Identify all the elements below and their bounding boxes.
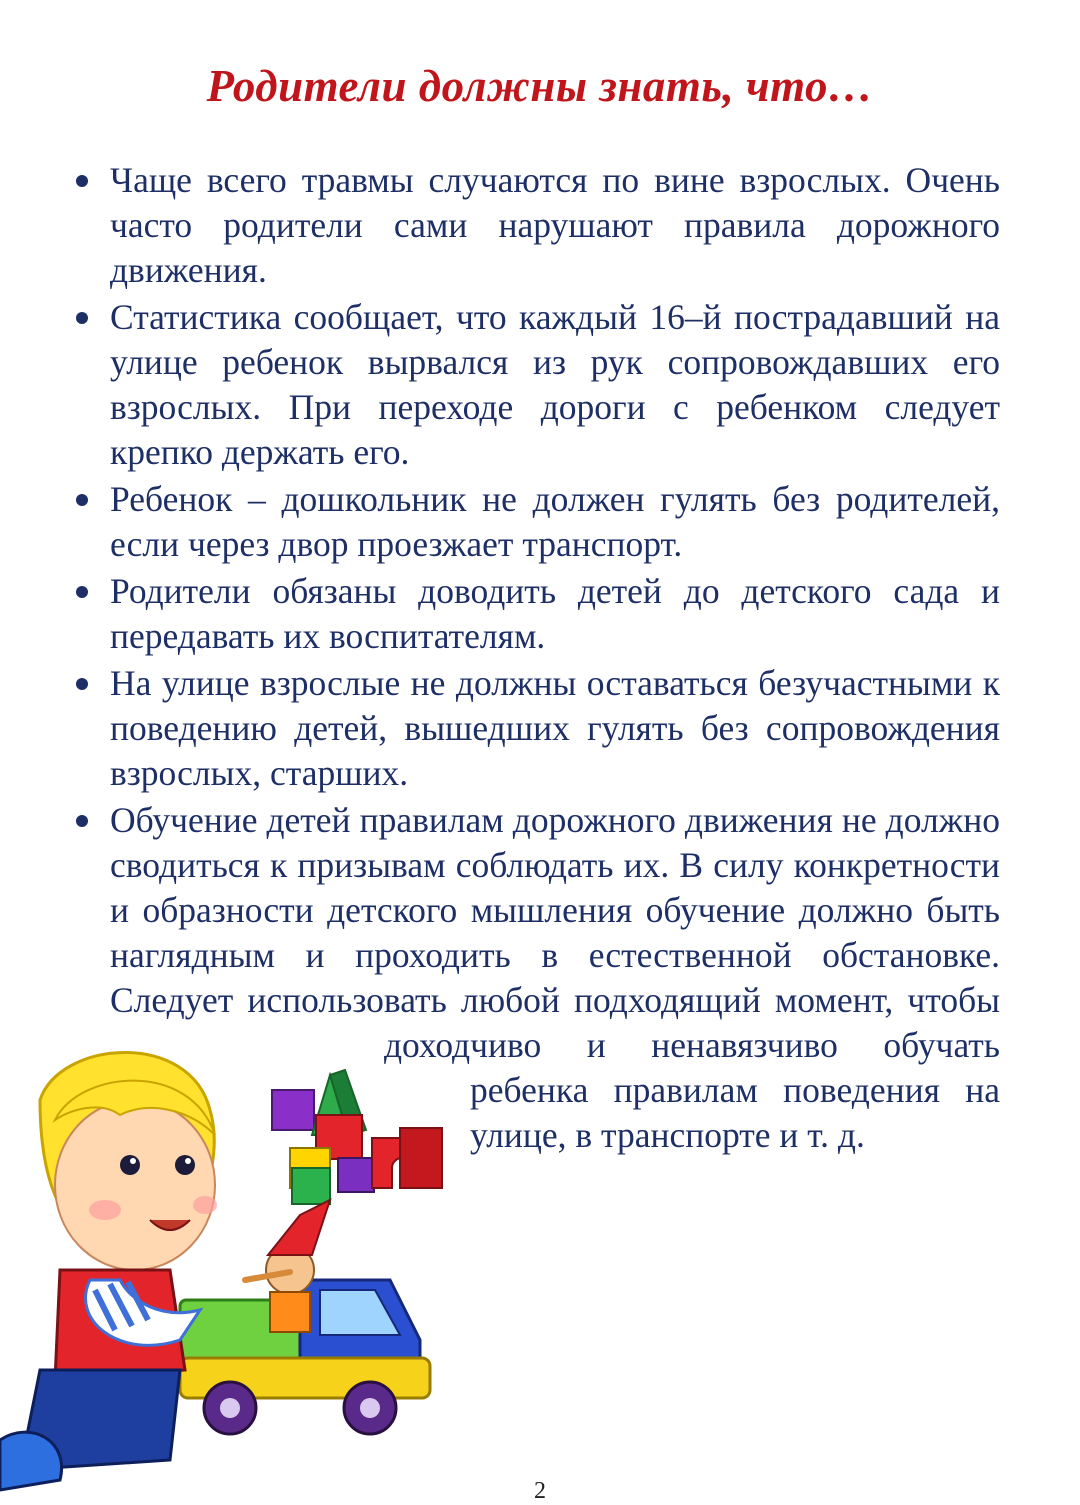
bullet-icon [76, 815, 88, 827]
list-item-text: Статистика сообщает, что каждый 16–й пострадавший на улице ребенок вырвался из рук сопровождавших его взрослых. При переходе дороги с ребенком следует крепко держать его. [110, 297, 1000, 472]
bullet-icon [76, 678, 88, 690]
page-title: Родители должны знать, что… [206, 61, 874, 111]
bullet-icon [76, 586, 88, 598]
list-item [72, 569, 1000, 659]
list-item-text: Ребенок – дошкольник не должен гулять без родителей, если через двор проезжает транспорт. [110, 479, 1000, 564]
list-item [72, 295, 1000, 475]
list-item-text: На улице взрослые не должны оставаться безучастными к поведению детей, вышедших гулять без сопровождения взрослых, старших. [110, 663, 1000, 793]
list-item-text: Чаще всего травмы случаются по вине взрослых. Очень часто родители сами нарушают правила дорожного движения. [110, 160, 1000, 290]
boy-with-toy-truck-illustration [0, 1040, 470, 1500]
bullet-list [72, 158, 1000, 1160]
list-item-text-wrapped-b: ребенка правилам поведения на улице, в транспорте и т. д. [470, 1070, 1000, 1155]
bullet-icon [76, 494, 88, 506]
bullet-icon [76, 312, 88, 324]
list-item [72, 477, 1000, 567]
list-item-text: Обучение детей правилам дорожного движения не должно сводиться к призывам соблюдать их. В силу конкретности и образности детского мышления обучение должно быть наглядным и проходить в естественной обстановке. Следует использовать любой подходящий момент, чтобы [110, 800, 1000, 1020]
list-item [72, 661, 1000, 796]
toy-blocks-icon [272, 1070, 442, 1204]
list-item-text-wrapped-a: доходчиво и ненавязчиво обучать [384, 1025, 1000, 1065]
list-item [72, 158, 1000, 293]
boy-icon [0, 1053, 217, 1491]
list-item-text: Родители обязаны доводить детей до детского сада и передавать их воспитателям. [110, 571, 1000, 656]
bullet-icon [76, 175, 88, 187]
page-number: 2 [534, 1478, 546, 1504]
